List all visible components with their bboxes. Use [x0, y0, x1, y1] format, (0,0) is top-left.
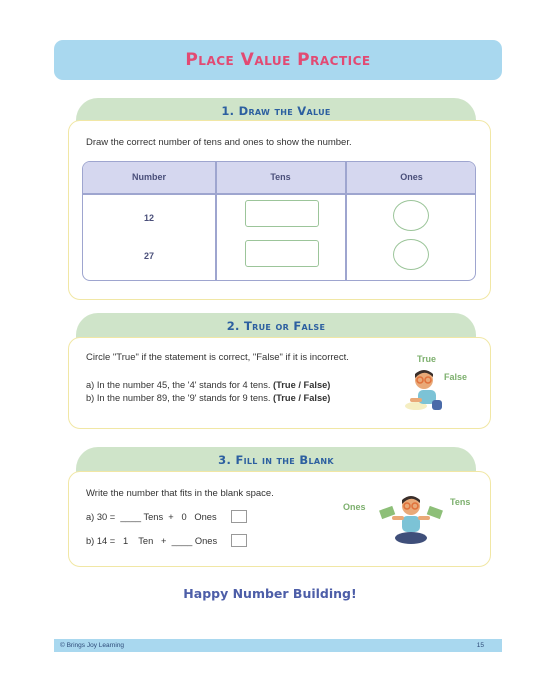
- section1-instruction: Draw the correct number of tens and ones to show the number.: [86, 137, 352, 148]
- header-divider: [83, 193, 475, 195]
- section1-heading: 1. Draw the Value: [221, 104, 331, 118]
- ones-label: Ones: [343, 502, 366, 512]
- footer-bar: [54, 639, 502, 652]
- footer-copyright: © Brings Joy Learning: [60, 642, 125, 649]
- header-number: Number: [131, 172, 166, 182]
- section2-heading: 2. True or False: [226, 319, 326, 333]
- page-title: Place Value Practice: [185, 50, 371, 70]
- page-number: 15: [476, 642, 484, 649]
- fill-item-b: b) 14 = 1 Ten + ____ Ones: [86, 534, 247, 547]
- statement-b: b) In the number 89, the '9' stands for 9 tens. (True / False): [86, 393, 331, 403]
- header-ones: Ones: [400, 172, 423, 182]
- row1-tens-box[interactable]: [245, 200, 319, 227]
- title-banner: [54, 40, 502, 80]
- true-label: True: [417, 354, 437, 364]
- fill-item-a: a) 30 = ____ Tens + 0 Ones: [86, 510, 247, 523]
- statement-a: a) In the number 45, the '4' stands for 4 tens. (True / False): [86, 380, 331, 390]
- row2-number: 27: [143, 251, 154, 261]
- answer-box-b[interactable]: [231, 534, 247, 547]
- closing-message: Happy Number Building!: [183, 586, 357, 601]
- row1-number: 12: [143, 213, 154, 223]
- place-value-table: [82, 161, 476, 281]
- row2-ones-circle[interactable]: [393, 239, 429, 270]
- section2-instruction: Circle "True" if the statement is correct, "False" if it is incorrect.: [86, 352, 349, 363]
- tens-label: Tens: [450, 497, 471, 507]
- row1-ones-circle[interactable]: [393, 200, 429, 231]
- header-tens: Tens: [270, 172, 291, 182]
- section3-heading: 3. Fill in the Blank: [218, 453, 334, 467]
- section3-instruction: Write the number that fits in the blank space.: [86, 488, 274, 499]
- false-label: False: [444, 372, 468, 382]
- answer-box-a[interactable]: [231, 510, 247, 523]
- kid-sitting-illustration: [376, 494, 446, 548]
- kid-kneeling-illustration: [404, 368, 452, 418]
- row2-tens-box[interactable]: [245, 240, 319, 267]
